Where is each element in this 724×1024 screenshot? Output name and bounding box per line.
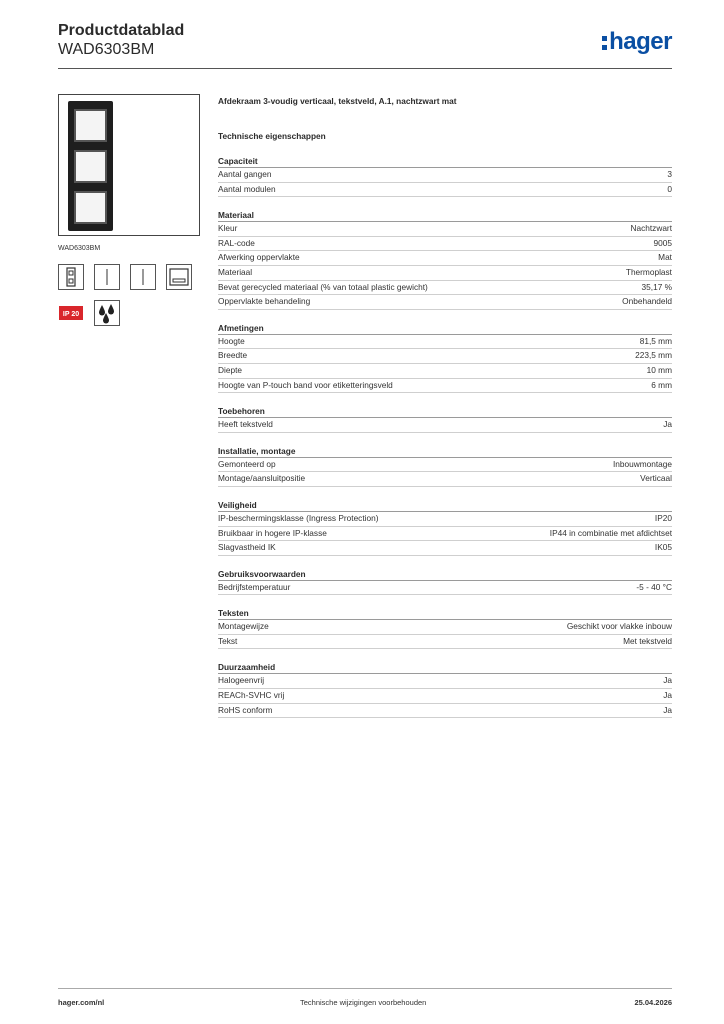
spec-row: [218, 472, 672, 487]
spec-row: [218, 704, 672, 719]
spec-value: Ja: [663, 704, 672, 715]
spec-row: [218, 418, 672, 433]
spec-section: [218, 607, 672, 649]
spec-label: Halogeenvrij: [218, 675, 265, 686]
spec-section: [218, 209, 672, 310]
section-title: Toebehoren: [218, 405, 672, 418]
product-image-caption: WAD6303BM: [58, 245, 101, 252]
frame-3-fold-vertical-icon: [68, 101, 113, 231]
spec-value: Ja: [663, 675, 672, 686]
spec-row: [218, 581, 672, 596]
technical-properties-heading: Technische eigenschappen: [218, 131, 326, 141]
spec-label: REACh-SVHC vrij: [218, 690, 285, 701]
spec-label: Aantal modulen: [218, 183, 276, 194]
spec-label: Bedrijfstemperatuur: [218, 581, 291, 592]
spec-row: [218, 266, 672, 281]
spec-section: [218, 405, 672, 433]
spec-section: [218, 661, 672, 718]
spec-row: [218, 168, 672, 183]
section-title: Teksten: [218, 607, 672, 620]
section-title: Installatie, montage: [218, 445, 672, 458]
hager-logo: [602, 28, 672, 56]
spec-row: [218, 295, 672, 310]
spec-value: 223,5 mm: [635, 350, 672, 361]
section-title: Materiaal: [218, 209, 672, 222]
spec-value: Ja: [663, 690, 672, 701]
spec-label: Breedte: [218, 350, 248, 361]
spec-row: [218, 335, 672, 350]
spec-label: RAL-code: [218, 237, 255, 248]
spec-row: [218, 237, 672, 252]
spec-value: IP20: [654, 512, 672, 523]
ip-badge-text: IP 20: [62, 311, 80, 318]
section-title: Duurzaamheid: [218, 661, 672, 674]
pictogram-row-2: [58, 300, 203, 326]
spec-value: Thermoplast: [625, 266, 672, 277]
label-field-icon: [166, 264, 192, 290]
product-image: [58, 94, 200, 236]
product-code: WAD6303BM: [58, 41, 155, 58]
spec-row: [218, 541, 672, 556]
section-title: Veiligheid: [218, 499, 672, 512]
spec-row: [218, 527, 672, 542]
spec-row: [218, 635, 672, 650]
spec-value: 0: [667, 183, 672, 194]
product-image-column: [58, 94, 203, 326]
spec-value: Nachtzwart: [630, 223, 672, 234]
spec-row: [218, 183, 672, 198]
header-divider: [58, 68, 672, 69]
spec-value: 81,5 mm: [639, 335, 672, 346]
spec-label: RoHS conform: [218, 704, 273, 715]
spec-label: Heeft tekstveld: [218, 419, 273, 430]
spec-value: 3: [667, 169, 672, 179]
spec-value: IK05: [654, 542, 672, 553]
spec-label: Montage/aansluitpositie: [218, 473, 306, 484]
spec-value: Met tekstveld: [623, 635, 672, 646]
footer-date: 25.04.2026: [634, 998, 672, 1007]
spec-section: [218, 445, 672, 487]
spec-sections: [218, 155, 672, 718]
spec-section: [218, 499, 672, 556]
spec-value: Geschikt voor vlakke inbouw: [566, 621, 672, 632]
spec-label: Bruikbaar in hogere IP-klasse: [218, 527, 327, 538]
spec-value: 9005: [653, 237, 672, 248]
spec-label: Diepte: [218, 364, 242, 375]
document-header: [58, 22, 672, 68]
logo-text: hager: [609, 28, 672, 55]
ip-badge-icon: [58, 300, 84, 326]
spec-label: Aantal gangen: [218, 169, 272, 179]
product-description: Afdekraam 3-voudig verticaal, tekstveld, A.1, nachtzwart mat: [218, 96, 457, 106]
section-title: Afmetingen: [218, 322, 672, 335]
spec-row: [218, 349, 672, 364]
spec-row: [218, 458, 672, 473]
spec-value: Onbehandeld: [622, 296, 672, 307]
section-title: Gebruiksvoorwaarden: [218, 568, 672, 581]
spec-label: Afwerking oppervlakte: [218, 252, 300, 263]
water-drops-icon: [94, 300, 120, 326]
spec-row: [218, 512, 672, 527]
document-title: Productdatablad: [58, 22, 185, 39]
spec-row: [218, 379, 672, 394]
spec-label: Hoogte: [218, 335, 245, 346]
spec-label: Oppervlakte behandeling: [218, 296, 311, 307]
specifications: [218, 96, 672, 718]
spec-value: IP44 in combinatie met afdichtset: [549, 527, 672, 538]
section-title: Capaciteit: [218, 155, 672, 168]
spec-row: [218, 674, 672, 689]
spec-value: Ja: [663, 419, 672, 430]
spec-value: Inbouwmontage: [612, 458, 672, 469]
spec-value: 6 mm: [651, 379, 672, 390]
spec-label: Montagewijze: [218, 621, 269, 632]
line-thin-icon: [130, 264, 156, 290]
spec-label: Kleur: [218, 223, 238, 234]
spec-value: 35,17 %: [641, 281, 672, 292]
logo-dots-icon: [602, 33, 607, 51]
spec-section: [218, 568, 672, 596]
spec-label: IP-beschermingsklasse (Ingress Protection): [218, 512, 379, 523]
spec-row: [218, 620, 672, 635]
spec-label: Bevat gerecycled materiaal (% van totaal plastic gewicht): [218, 281, 428, 292]
spec-label: Hoogte van P-touch band voor etiketteringsveld: [218, 379, 393, 390]
spec-row: [218, 689, 672, 704]
spec-row: [218, 281, 672, 296]
footer-disclaimer: Technische wijzigingen voorbehouden: [300, 998, 427, 1007]
spec-value: 10 mm: [646, 364, 672, 375]
spec-value: Mat: [658, 252, 672, 263]
spec-value: Verticaal: [640, 473, 672, 484]
spec-row: [218, 251, 672, 266]
spec-label: Gemonteerd op: [218, 458, 276, 469]
footer-website: hager.com/nl: [58, 998, 105, 1007]
footer-divider: [58, 988, 672, 989]
spec-value: -5 - 40 °C: [636, 581, 672, 592]
mounting-vertical-icon: [58, 264, 84, 290]
spec-label: Materiaal: [218, 266, 253, 277]
spec-section: [218, 322, 672, 393]
spec-row: [218, 222, 672, 237]
pictogram-row: [58, 264, 203, 290]
spec-label: Tekst: [218, 635, 238, 646]
spec-section: [218, 155, 672, 197]
spec-row: [218, 364, 672, 379]
spec-label: Slagvastheid IK: [218, 542, 276, 553]
line-thin-icon: [94, 264, 120, 290]
